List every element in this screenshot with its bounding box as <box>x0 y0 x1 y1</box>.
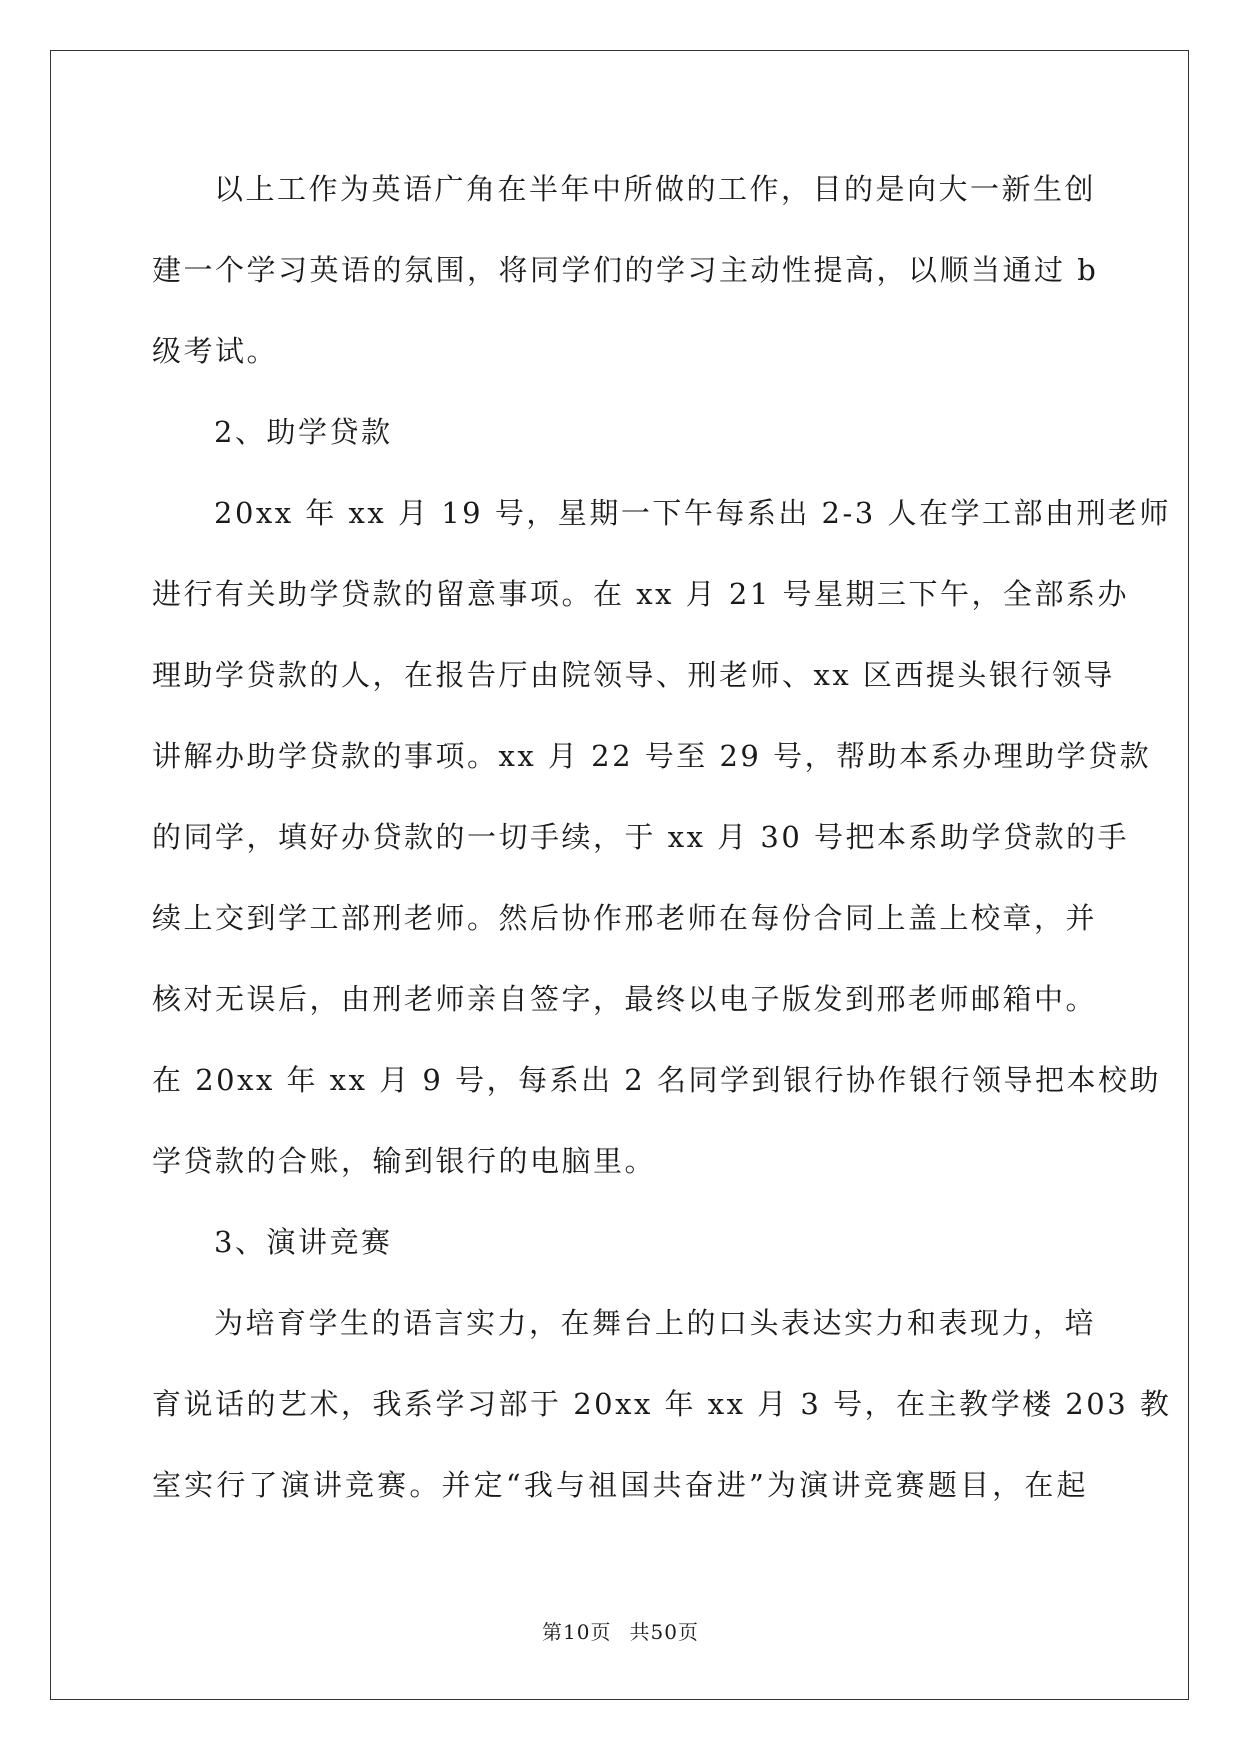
text-line-15: 为培育学生的语言实力，在舞台上的口头表达实力和表现力，培 <box>214 1306 1097 1340</box>
text-line-16: 育说话的艺术，我系学习部于 20xx 年 xx 月 3 号，在主教学楼 203 教 <box>152 1387 1172 1421</box>
section-heading-loans: 2、助学贷款 <box>214 415 393 449</box>
text-line-17: 室实行了演讲竞赛。并定“我与祖国共奋进”为演讲竞赛题目，在起 <box>152 1468 1088 1502</box>
document-body <box>152 160 1172 1537</box>
page-number-total: 共50页 <box>629 1620 699 1644</box>
text-line-1: 以上工作为英语广角在半年中所做的工作，目的是向大一新生创 <box>214 172 1097 206</box>
page-number-current: 第10页 <box>542 1620 612 1644</box>
text-line-11: 核对无误后，由刑老师亲自签字，最终以电子版发到邢老师邮箱中。 <box>152 982 1098 1016</box>
text-line-7: 理助学贷款的人，在报告厅由院领导、刑老师、xx 区西提头银行领导 <box>152 658 1115 692</box>
text-line-9: 的同学，填好办贷款的一切手续，于 xx 月 30 号把本系助学贷款的手 <box>152 820 1129 854</box>
text-line-2: 建一个学习英语的氛围，将同学们的学习主动性提高，以顺当通过 b <box>152 253 1099 287</box>
text-line-8: 讲解办助学贷款的事项。xx 月 22 号至 29 号，帮助本系办理助学贷款 <box>152 739 1152 773</box>
text-line-3: 级考试。 <box>152 334 279 368</box>
text-line-13: 学贷款的合账，输到银行的电脑里。 <box>152 1144 657 1178</box>
section-heading-speech: 3、演讲竞赛 <box>214 1225 393 1259</box>
text-line-10: 续上交到学工部刑老师。然后协作邢老师在每份合同上盖上校章，并 <box>152 901 1098 935</box>
text-line-12: 在 20xx 年 xx 月 9 号，每系出 2 名同学到银行协作银行领导把本校助 <box>152 1063 1161 1097</box>
page-footer <box>0 1616 1241 1645</box>
text-line-5: 20xx 年 xx 月 19 号，星期一下午每系出 2-3 人在学工部由刑老师 <box>214 496 1171 530</box>
text-line-6: 进行有关助学贷款的留意事项。在 xx 月 21 号星期三下午，全部系办 <box>152 577 1129 611</box>
